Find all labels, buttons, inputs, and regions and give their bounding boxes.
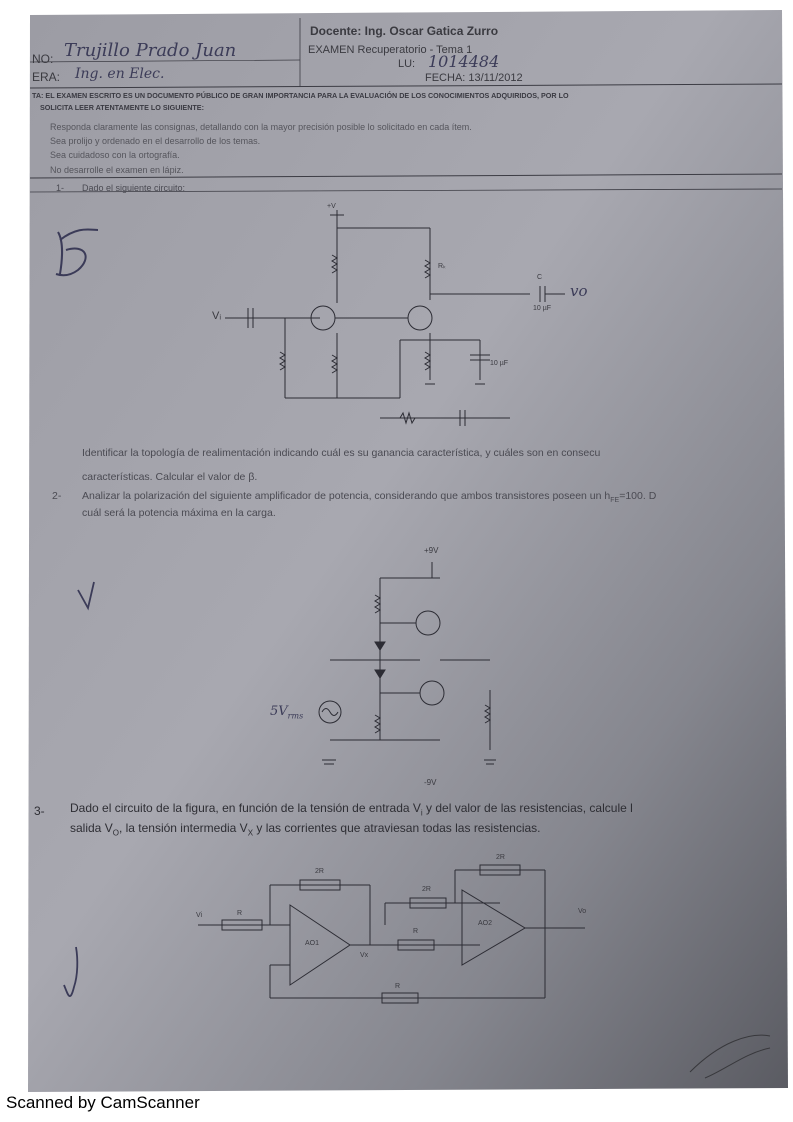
q2-number: 2- xyxy=(52,490,62,502)
career-value: Ing. en Elec. xyxy=(75,66,165,82)
q3-label-vx: Vx xyxy=(360,952,369,959)
docente-name: Docente: Ing. Oscar Gatica Zurro xyxy=(310,24,499,38)
q2-vee: -9V xyxy=(424,778,437,787)
q3-label-r-lower: R xyxy=(413,928,419,935)
q1-instruction-line1: Identificar la topología de realimentación indicando cuál es su ganancia característica, y cuáles son en consecu xyxy=(82,447,601,459)
q3-label-vo: Vo xyxy=(578,908,587,915)
q1-grade xyxy=(60,225,61,226)
q3-line2: salida $V_O$, la tensión intermedia $V_X$ y las corrientes que atraviesan todas las resistencias. xyxy=(70,821,541,838)
q2-grade-mark xyxy=(78,588,79,589)
q1-label-cout: 10 µF xyxy=(490,360,509,367)
q1-instruction-line2: características. Calcular el valor de β. xyxy=(82,471,258,483)
q2-source: $5V_{rms}$ xyxy=(270,704,304,721)
q1-label-rk: Rₖ xyxy=(438,263,447,270)
exam-note-line1: TA: EL EXAMEN ESCRITO ES UN DOCUMENTO PÚBLICO DE GRAN IMPORTANCIA PARA LA EVALUACIÓN DE LOS CONOCIMIENTOS ADQUIRIDOS, POR LO xyxy=(32,91,569,100)
instruction-3: Sea cuidadoso con la ortografía. xyxy=(50,150,180,160)
lu-label: LU: xyxy=(398,58,416,70)
q1-label-vo: vo xyxy=(570,282,588,300)
exam-date: FECHA: 13/11/2012 xyxy=(425,72,523,84)
q3-label-r-fb: 2R xyxy=(315,868,324,875)
q2-vcc: +9V xyxy=(424,546,439,555)
q3-label-r-mid: 2R xyxy=(422,886,431,893)
exam-note-line2: SOLICITA LEER ATENTAMENTE LO SIGUIENTE: xyxy=(40,103,204,112)
name-label: NO: xyxy=(32,52,54,66)
q3-label-r-top: 2R xyxy=(496,854,505,861)
q1-number: 1- xyxy=(56,183,65,193)
instruction-2: Sea prolijo y ordenado en el desarrollo de los temas. xyxy=(50,136,261,146)
q3-label-ao1: AO1 xyxy=(305,940,320,947)
q3-label-ao2: AO2 xyxy=(478,920,493,927)
q3-number: 3- xyxy=(34,804,45,818)
career-label: ERA: xyxy=(32,70,61,84)
q3-label-r-bottom: R xyxy=(395,983,401,990)
q2-line1: Analizar la polarización del siguiente amplificador de potencia, considerando que ambos transistores poseen un $h_{FE}=100$. D xyxy=(82,490,657,505)
q2-line2: cuál será la potencia máxima en la carga. xyxy=(82,507,276,519)
q1-label-cap: 10 µF xyxy=(533,305,552,312)
q1-label-c: C xyxy=(537,274,543,281)
student-name: Trujillo Prado Juan xyxy=(64,40,237,61)
q3-grade-mark xyxy=(64,980,65,981)
q1-label-vcc: +V xyxy=(327,203,336,210)
scanner-watermark: Scanned by CamScanner xyxy=(6,1093,200,1112)
exam-title: EXAMEN Recuperatorio - Tema 1 xyxy=(308,44,473,56)
q1-label-vi: Vᵢ xyxy=(212,310,222,322)
q1-text: Dado el siguiente circuito: xyxy=(82,183,186,193)
q3-label-vi: Vi xyxy=(196,912,203,919)
q3-label-r: R xyxy=(237,910,243,917)
instruction-1: Responda claramente las consignas, detallando con la mayor precisión posible lo solicitado en cada ítem. xyxy=(50,122,472,132)
lu-value: 1014484 xyxy=(428,52,500,71)
instruction-4: No desarrolle el examen en lápiz. xyxy=(50,165,184,175)
q3-line1: Dado el circuito de la figura, en función de la tensión de entrada $V_i$ y del valor de las resistencias, calcule l xyxy=(70,801,633,818)
